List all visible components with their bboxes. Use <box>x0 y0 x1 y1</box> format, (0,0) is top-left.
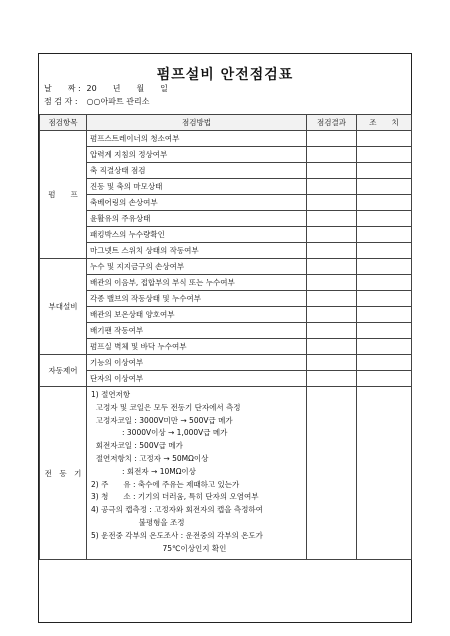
method-cell: 압력계 지침의 정상여부 <box>87 147 307 163</box>
result-cell[interactable] <box>307 291 357 307</box>
result-cell[interactable] <box>307 339 357 355</box>
header-result: 점검결과 <box>307 115 357 131</box>
result-cell[interactable] <box>307 387 357 560</box>
method-cell: 각종 밸브의 작동상태 및 누수여부 <box>87 291 307 307</box>
motor-line: 회전자코일 : 500V급 메가 <box>91 441 183 451</box>
action-cell[interactable] <box>357 147 412 163</box>
method-cell: 기능의 이상여부 <box>87 355 307 371</box>
table-row <box>40 307 412 323</box>
result-cell[interactable] <box>307 163 357 179</box>
motor-line: 75℃이상인지 확인 <box>91 543 227 553</box>
table-row <box>40 387 412 560</box>
date-value: 20 년 월 일 <box>86 84 168 93</box>
table-row <box>40 163 412 179</box>
motor-line: : 회전자 → 10MΩ이상 <box>91 466 196 476</box>
document-title: 펌프설비 안전점검표 <box>156 67 294 83</box>
category-auto-control: 자동제어 <box>40 355 87 387</box>
action-cell[interactable] <box>357 387 412 560</box>
header-method: 점검방법 <box>87 115 307 131</box>
method-cell: 진동 및 축의 마모상태 <box>87 179 307 195</box>
header-row <box>40 115 412 131</box>
method-cell: 누수 및 지지금구의 손상여부 <box>87 259 307 275</box>
result-cell[interactable] <box>307 147 357 163</box>
method-cell: 단자의 이상여부 <box>87 371 307 387</box>
action-cell[interactable] <box>357 211 412 227</box>
action-cell[interactable] <box>357 275 412 291</box>
method-cell: 펌프실 벽체 및 바닥 누수여부 <box>87 339 307 355</box>
method-cell: 패킹박스의 누수량확인 <box>87 227 307 243</box>
method-cell: 윤활유의 주유상태 <box>87 211 307 227</box>
motor-line: 2) 주 유 : 축수에 주유는 제때하고 있는가 <box>91 479 240 489</box>
category-auxiliary: 부대설비 <box>40 259 87 355</box>
action-cell[interactable] <box>357 307 412 323</box>
result-cell[interactable] <box>307 243 357 259</box>
table-row <box>40 211 412 227</box>
method-cell: 축 직결상태 점검 <box>87 163 307 179</box>
table-row <box>40 195 412 211</box>
motor-line: 고정자코일 : 3000V미만 → 500V급 메가 <box>91 415 233 425</box>
header-action: 조 치 <box>357 115 412 131</box>
motor-line: 절연저항치 : 고정자 → 50MΩ이상 <box>91 453 209 463</box>
table-row <box>40 275 412 291</box>
date-row <box>44 83 168 94</box>
date-label: 날 짜 : <box>44 84 81 93</box>
action-cell[interactable] <box>357 355 412 371</box>
result-cell[interactable] <box>307 131 357 147</box>
action-cell[interactable] <box>357 227 412 243</box>
result-cell[interactable] <box>307 323 357 339</box>
table-row <box>40 227 412 243</box>
action-cell[interactable] <box>357 163 412 179</box>
inspector-value: ○○아파트 관리소 <box>86 97 150 106</box>
table-row <box>40 179 412 195</box>
method-cell: 배관의 이음부, 접합부의 부식 또는 누수여부 <box>87 275 307 291</box>
table-row <box>40 339 412 355</box>
table-row <box>40 371 412 387</box>
table-row <box>40 291 412 307</box>
method-cell: 배관의 보온상태 양호여부 <box>87 307 307 323</box>
inspector-row <box>44 96 149 107</box>
motor-line: 5) 운전중 각부의 온도조사 : 운전중의 각부의 온도가 <box>91 530 263 540</box>
method-cell: 마그넷트 스위치 상태의 작동여부 <box>87 243 307 259</box>
motor-line: 불평형을 조정 <box>91 517 185 527</box>
category-pump: 펌 프 <box>40 131 87 259</box>
motor-line: : 3000V이상 → 1,000V급 메가 <box>91 428 228 438</box>
result-cell[interactable] <box>307 259 357 275</box>
result-cell[interactable] <box>307 195 357 211</box>
inspection-sheet <box>38 53 412 623</box>
action-cell[interactable] <box>357 195 412 211</box>
result-cell[interactable] <box>307 275 357 291</box>
motor-line: 4) 공극의 캡측정 : 고정자와 회전자의 캡을 측정하여 <box>91 505 263 515</box>
table-row <box>40 259 412 275</box>
action-cell[interactable] <box>357 179 412 195</box>
action-cell[interactable] <box>357 371 412 387</box>
table-row <box>40 243 412 259</box>
table-row <box>40 147 412 163</box>
method-cell: 펌프스트레이너의 청소여부 <box>87 131 307 147</box>
method-cell: 배기팬 작동여부 <box>87 323 307 339</box>
result-cell[interactable] <box>307 371 357 387</box>
table-row <box>40 323 412 339</box>
result-cell[interactable] <box>307 355 357 371</box>
result-cell[interactable] <box>307 211 357 227</box>
table-row <box>40 131 412 147</box>
inspector-label: 점 검 자 : <box>44 97 78 106</box>
method-cell: 축베어링의 손상여부 <box>87 195 307 211</box>
result-cell[interactable] <box>307 307 357 323</box>
result-cell[interactable] <box>307 227 357 243</box>
action-cell[interactable] <box>357 339 412 355</box>
header-category: 점검항목 <box>40 115 87 131</box>
motor-method-cell <box>87 387 307 560</box>
action-cell[interactable] <box>357 243 412 259</box>
table-row <box>40 355 412 371</box>
result-cell[interactable] <box>307 179 357 195</box>
action-cell[interactable] <box>357 131 412 147</box>
action-cell[interactable] <box>357 323 412 339</box>
action-cell[interactable] <box>357 259 412 275</box>
motor-line: 3) 청 소 : 기기의 더러움, 특히 단자의 오염여부 <box>91 492 259 502</box>
motor-line: 1) 절연저항 <box>91 390 131 399</box>
action-cell[interactable] <box>357 291 412 307</box>
category-motor: 전 동 기 <box>40 387 87 560</box>
motor-line: 고정자 및 코일은 모두 전동기 단자에서 측정 <box>91 402 241 412</box>
checklist-table <box>39 114 412 560</box>
